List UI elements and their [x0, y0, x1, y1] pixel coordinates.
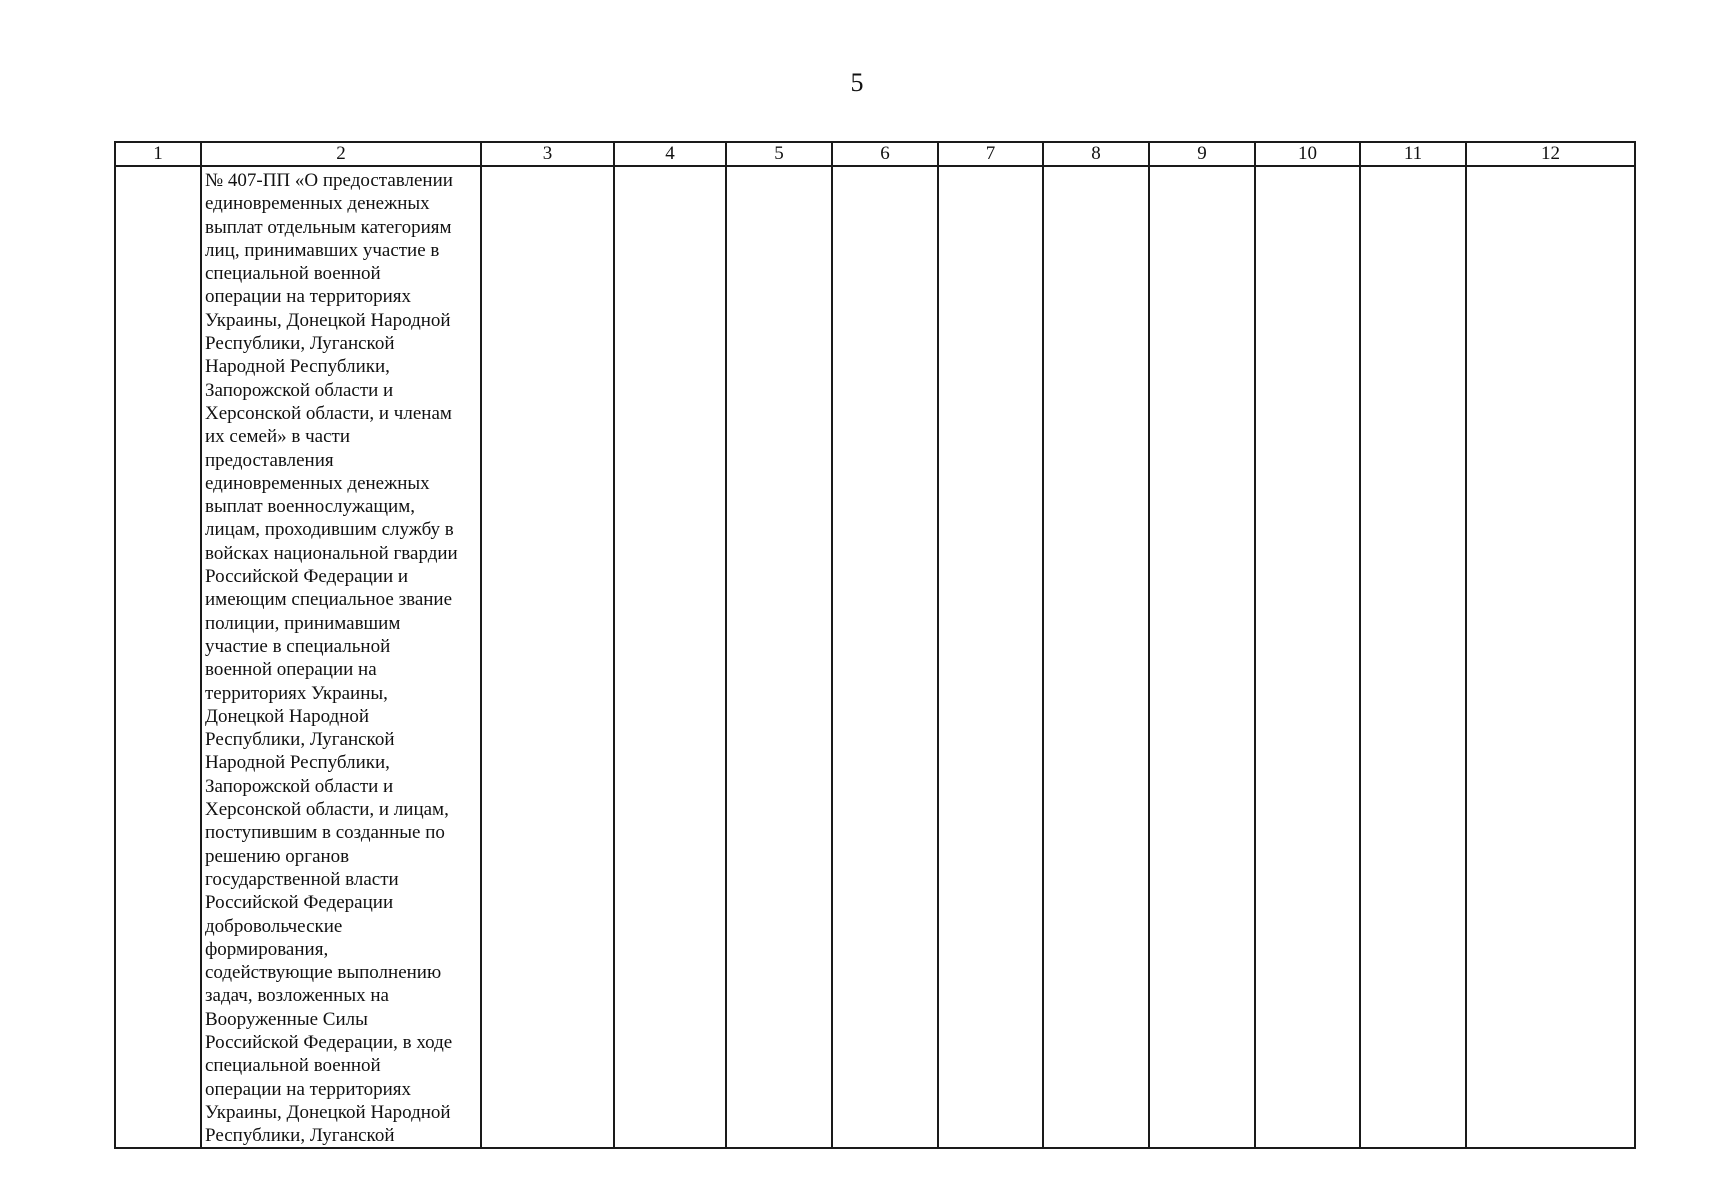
table-row [115, 166, 1635, 1148]
column-header: 4 [614, 142, 726, 166]
table-cell [938, 166, 1043, 1148]
description-text: № 407-ПП «О предоставлении единовременных денежных выплат отдельным категориям лиц, принимавших участие в специальной военной операции на территориях Украины, Донецкой Народной Республики, Луганской Народной Республики, Запорожской области и Херсонской области, и членам их семей» в части предоставления единовременных денежных выплат военнослужащим, лицам, проходившим службу в войсках национальной гвардии Российской Федерации и имеющим специальное звание полиции, принимавшим участие в специальной военной операции на территориях Украины, Донецкой Народной Республики, Луганской Народной Республики, Запорожской области и Херсонской области, и лицам, поступившим в созданные по решению органов государственной власти Российской Федерации добровольческие формирования, содействующие выполнению задач, возложенных на Вооруженные Силы Российской Федерации, в ходе специальной военной операции на территориях Украины, Донецкой Народной Республики, Луганской [205, 170, 458, 1147]
column-header: 2 [201, 142, 481, 166]
column-header: 1 [115, 142, 201, 166]
table-cell [1043, 166, 1149, 1148]
table-cell [614, 166, 726, 1148]
table-cell [1255, 166, 1360, 1148]
column-header: 7 [938, 142, 1043, 166]
table-cell [115, 166, 201, 1148]
column-header: 11 [1360, 142, 1466, 166]
table-cell [481, 166, 614, 1148]
column-header: 3 [481, 142, 614, 166]
column-header: 8 [1043, 142, 1149, 166]
column-header: 10 [1255, 142, 1360, 166]
table-cell [726, 166, 832, 1148]
column-header: 9 [1149, 142, 1255, 166]
table-cell [1149, 166, 1255, 1148]
table-cell [832, 166, 938, 1148]
column-header: 6 [832, 142, 938, 166]
table-header-row [115, 142, 1635, 166]
table-cell-description [201, 166, 481, 1148]
table-cell [1466, 166, 1635, 1148]
page-number: 5 [850, 68, 864, 97]
table-cell [1360, 166, 1466, 1148]
column-header: 5 [726, 142, 832, 166]
data-table [114, 141, 1636, 1149]
column-header: 12 [1466, 142, 1635, 166]
